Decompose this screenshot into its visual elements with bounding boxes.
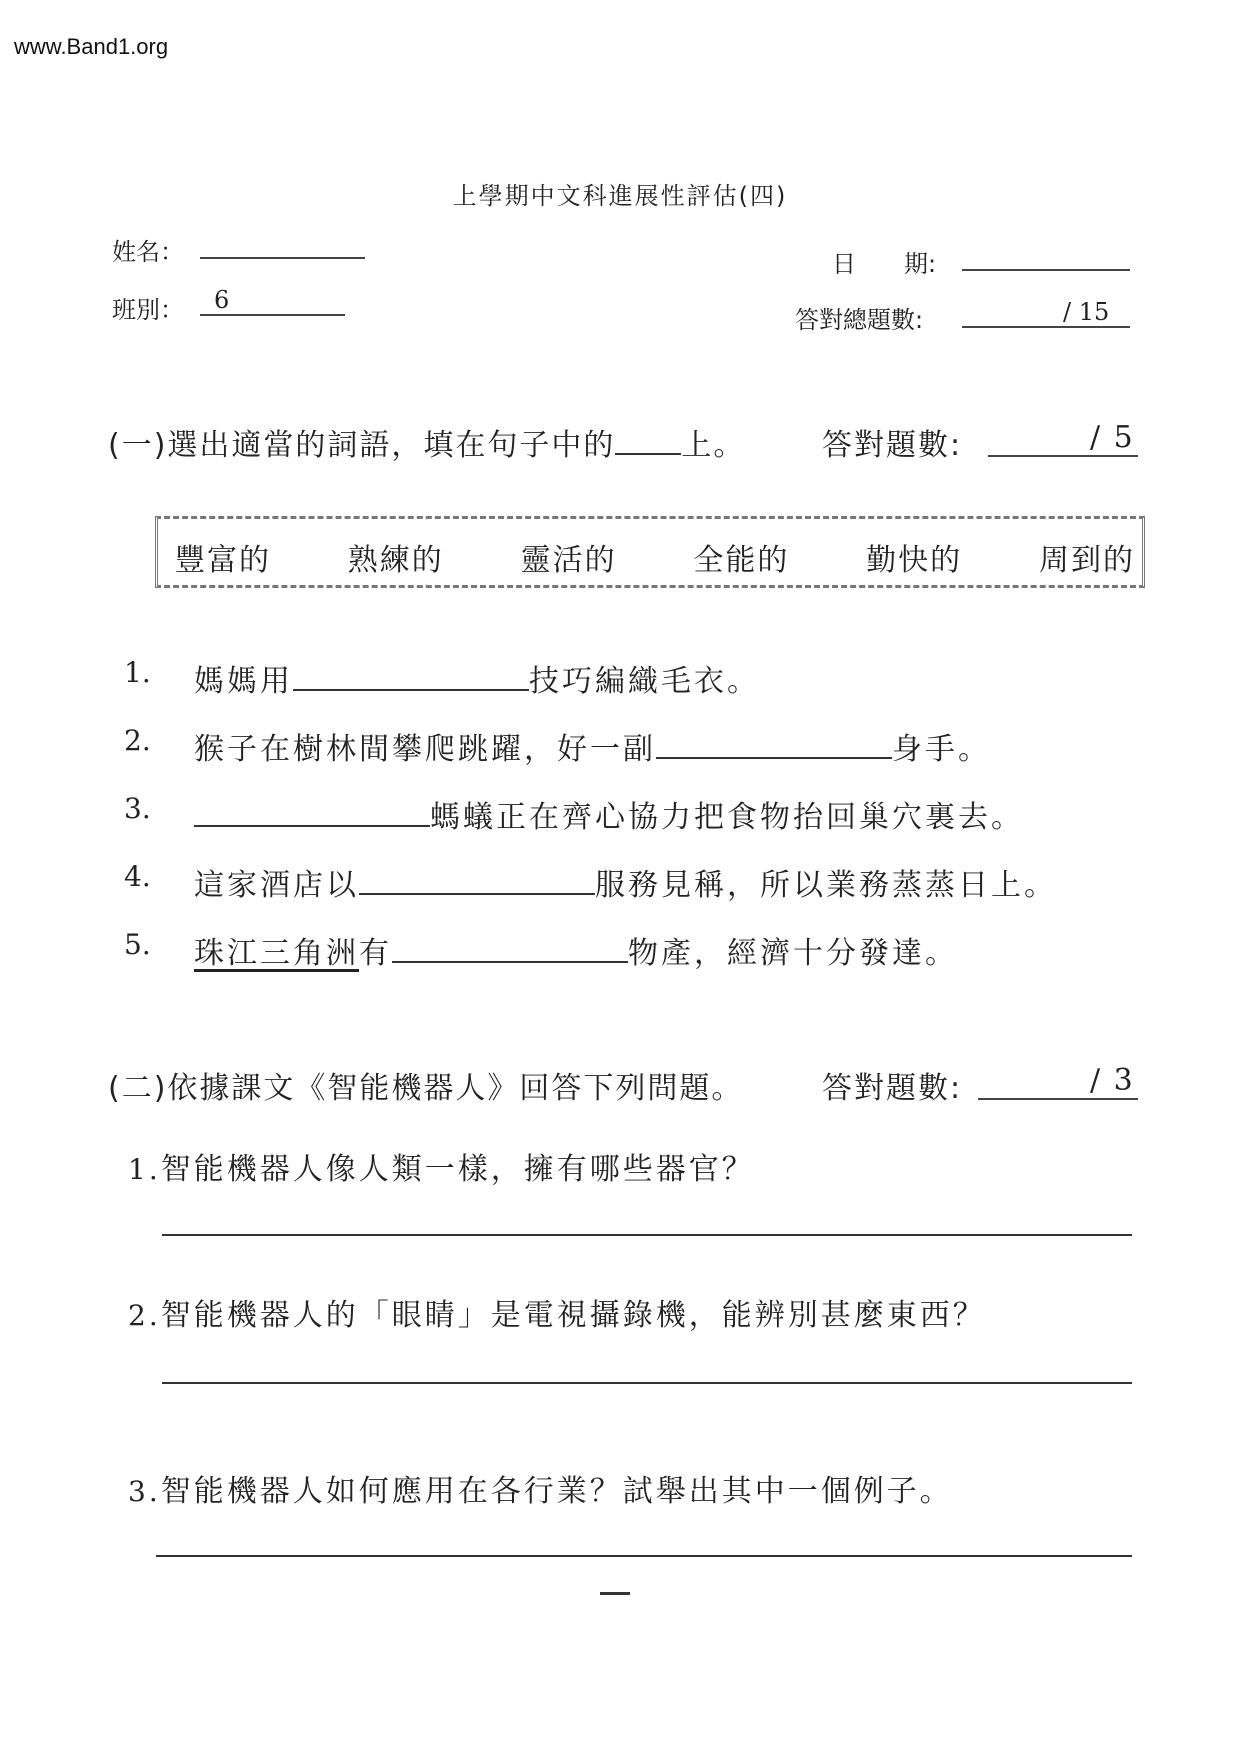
total-score-label: 答對總題數: [795,306,924,334]
question-number: 3. [128,1475,161,1508]
name-field[interactable] [200,257,365,259]
answer-blank[interactable] [392,960,628,963]
item-number: 3. [124,792,151,825]
section1-heading [108,420,745,464]
answer-line-2[interactable] [162,1382,1132,1384]
item-text-before: 這家酒店以 [194,868,359,903]
answer-line-1[interactable] [162,1234,1132,1236]
place-name: 珠江三角洲 [194,936,359,971]
question-number: 2. [128,1299,161,1332]
question-3 [128,1466,953,1510]
word-option: 豐富的 [175,543,271,578]
question-number: 1. [128,1153,161,1186]
section1-score-label: 答對題數: [822,428,963,463]
class-field[interactable] [200,314,345,316]
section1-heading-text: (一)選出適當的詞語，填在句子中的 [108,428,616,463]
page-title: 上學期中文科進展性評估(四) [452,182,788,210]
fill-item-5 [194,928,958,972]
section1-heading-tail: 上。 [681,428,746,463]
word-bank [175,535,1135,579]
answer-line-3[interactable] [156,1555,1132,1557]
fill-item-4 [194,860,1057,904]
question-text: 智能機器人如何應用在各行業？試舉出其中一個例子。 [160,1474,953,1509]
fill-item-1 [194,656,760,700]
item-number: 4. [124,860,151,893]
item-text-before: 媽媽用 [194,664,293,699]
question-text: 智能機器人的「眼睛」是電視攝錄機，能辨別甚麼東西？ [160,1298,986,1333]
date-label: 日 期: [832,250,937,278]
name-label: 姓名： [112,238,184,266]
heading-blank [615,452,681,455]
word-option: 靈活的 [520,543,617,578]
item-text-before: 有 [359,936,392,971]
class-label: 班別： [112,296,184,324]
item-text-after: 服務見稱，所以業務蒸蒸日上。 [595,868,1057,903]
question-2 [128,1290,986,1334]
section1-score-value: / 5 [1090,420,1135,455]
item-text-after: 技巧編織毛衣。 [529,664,760,699]
item-number: 5. [124,928,151,961]
date-field[interactable] [962,269,1130,271]
section1-score-field[interactable] [988,455,1138,457]
total-score-value: / 15 [1063,298,1110,326]
answer-blank[interactable] [656,756,892,759]
question-1 [128,1144,755,1188]
answer-blank[interactable] [194,824,430,827]
answer-blank[interactable] [293,688,529,691]
section2-score-value: / 3 [1090,1063,1135,1098]
item-number: 2. [124,724,151,757]
question-text: 智能機器人像人類一樣，擁有哪些器官？ [160,1152,755,1187]
word-option: 全能的 [693,543,790,578]
section2-score-field[interactable] [978,1098,1138,1100]
class-value: 6 [214,286,230,314]
section2-heading: (二)依據課文《智能機器人》回答下列問題。 [108,1071,744,1106]
page-number-mark [600,1592,630,1595]
item-text-after: 物產，經濟十分發達。 [628,936,958,971]
answer-blank[interactable] [359,892,595,895]
fill-item-2 [194,724,991,768]
total-score-field[interactable] [962,326,1130,328]
word-option: 勤快的 [866,543,963,578]
item-text-after: 身手。 [892,732,991,767]
item-text-before: 猴子在樹林間攀爬跳躍，好一副 [194,732,656,767]
item-number: 1. [124,656,151,689]
word-option: 周到的 [1038,543,1135,578]
fill-item-3 [194,792,1024,836]
item-text-after: 螞蟻正在齊心協力把食物抬回巢穴裏去。 [430,800,1024,835]
site-url: www.Band1.org [14,34,169,59]
section2-score-label: 答對題數: [822,1071,963,1106]
word-option: 熟練的 [347,543,444,578]
